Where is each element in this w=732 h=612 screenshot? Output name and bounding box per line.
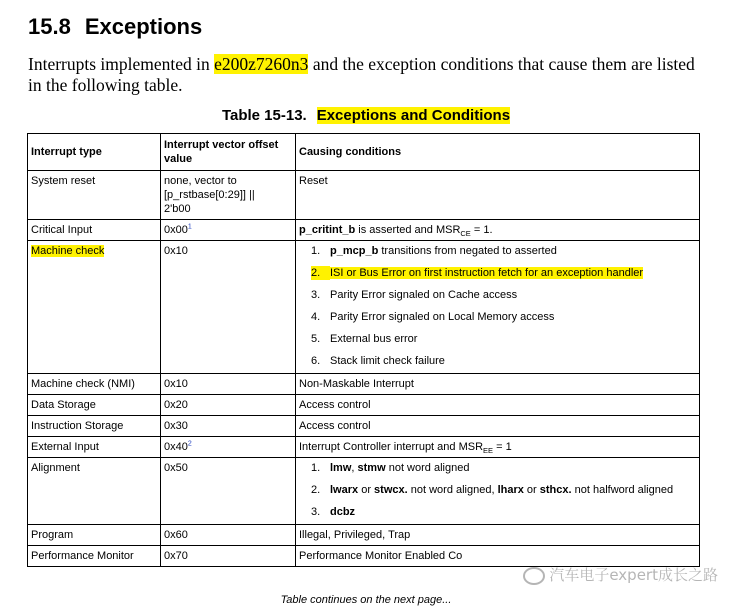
list-item-text: not word aligned,	[407, 484, 498, 496]
instruction-name: stmw	[357, 462, 386, 474]
condition-end: = 1.	[470, 224, 493, 236]
list-item-text: or	[358, 484, 375, 496]
table-row	[28, 220, 700, 241]
table-row	[28, 458, 700, 525]
cell-type: Machine check (NMI)	[28, 374, 161, 395]
list-item-text: transitions from negated to asserted	[378, 245, 557, 257]
table-row	[28, 416, 700, 437]
intro-after: and the exception conditions that cause them are listed in the following table.	[28, 54, 695, 95]
condition-end: = 1	[493, 441, 512, 453]
cell-vector: 0x70	[161, 546, 296, 567]
list-item-text: not word aligned	[385, 462, 470, 474]
watermark-text: 汽车电子expert成长之路	[549, 566, 718, 584]
list-number: 5.	[311, 333, 321, 345]
instruction-name: sthcx.	[539, 484, 572, 496]
header-interrupt-type: Interrupt type	[28, 134, 161, 171]
cell-type: Instruction Storage	[28, 416, 161, 437]
table-row	[28, 171, 700, 220]
cell-type: Critical Input	[28, 220, 161, 241]
cell-condition: Illegal, Privileged, Trap	[296, 525, 700, 546]
cell-type: External Input	[28, 437, 161, 458]
list-item	[311, 332, 696, 346]
list-text	[330, 266, 696, 280]
wechat-icon	[523, 567, 545, 585]
list-item	[311, 461, 696, 475]
list-item-text: not halfword aligned	[571, 484, 674, 496]
instruction-name: dcbz	[330, 506, 356, 518]
table-row	[28, 525, 700, 546]
exceptions-table	[27, 133, 700, 567]
cell-condition	[296, 220, 700, 241]
list-number: 1.	[311, 462, 321, 474]
msr-subscript: CE	[460, 229, 471, 239]
cell-condition	[296, 458, 700, 525]
list-text	[330, 505, 696, 519]
list-text: Parity Error signaled on Local Memory access	[330, 311, 555, 323]
intro-paragraph	[28, 54, 708, 96]
core-name-highlight: e200z7260n3	[214, 54, 309, 74]
watermark	[523, 564, 718, 585]
footnote-ref: 2	[187, 440, 192, 448]
cell-condition: Access control	[296, 395, 700, 416]
list-item	[311, 483, 696, 497]
cell-vector: 0x10	[161, 241, 296, 374]
highlighted-text: ISI or Bus Error on first instruction fetch for an exception handler	[330, 267, 644, 279]
table-caption	[0, 107, 732, 124]
instruction-name: stwcx.	[374, 484, 408, 496]
vector-line: 2'b00	[164, 203, 191, 215]
table-header-row	[28, 134, 700, 171]
table-row	[28, 395, 700, 416]
list-number: 2.	[311, 484, 321, 496]
section-number: 15.8	[28, 14, 71, 39]
list-item	[311, 266, 696, 280]
cell-type: System reset	[28, 171, 161, 220]
table-caption-title: Exceptions and Conditions	[316, 107, 511, 124]
cell-type	[28, 241, 161, 374]
list-number: 1.	[311, 245, 321, 257]
list-number: 4.	[311, 311, 321, 323]
list-item	[311, 288, 696, 302]
table-caption-number: Table 15-13.	[221, 107, 307, 124]
cell-type: Data Storage	[28, 395, 161, 416]
list-text	[330, 461, 696, 475]
section-title	[28, 14, 202, 40]
instruction-name: lharx	[497, 484, 524, 496]
list-item	[311, 354, 696, 368]
cell-condition: Reset	[296, 171, 700, 220]
list-text: Stack limit check failure	[330, 355, 445, 367]
list-number: 6.	[311, 355, 321, 367]
footnote-ref: 1	[187, 223, 192, 231]
instruction-name: lwarx	[330, 484, 359, 496]
cell-vector: 0x20	[161, 395, 296, 416]
list-number: 2.	[311, 266, 330, 280]
list-text	[330, 483, 696, 497]
list-text	[330, 244, 696, 258]
condition-list	[299, 461, 696, 519]
cell-condition	[296, 241, 700, 374]
cell-type: Performance Monitor	[28, 546, 161, 567]
cell-vector: 0x50	[161, 458, 296, 525]
table-continues-note: Table continues on the next page...	[280, 594, 452, 606]
list-text: Parity Error signaled on Cache access	[330, 289, 518, 301]
cell-vector: 0x30	[161, 416, 296, 437]
cell-vector: 0x10	[161, 374, 296, 395]
machine-check-highlight: Machine check	[31, 245, 105, 257]
condition-text: is asserted and MSR	[355, 224, 461, 236]
cell-vector: 0x60	[161, 525, 296, 546]
cell-condition: Non-Maskable Interrupt	[296, 374, 700, 395]
vector-value: 0x00	[164, 224, 188, 236]
list-item	[311, 310, 696, 324]
cell-vector	[161, 220, 296, 241]
signal-name: p_mcp_b	[330, 245, 379, 257]
instruction-name: lmw	[330, 462, 352, 474]
vector-line: none, vector to	[164, 175, 237, 187]
section-title-text: Exceptions	[84, 14, 203, 39]
cell-vector	[161, 171, 296, 220]
signal-name: p_critint_b	[299, 224, 356, 236]
cell-condition: Access control	[296, 416, 700, 437]
list-item-text: or	[523, 484, 540, 496]
cell-type: Alignment	[28, 458, 161, 525]
table-row	[28, 374, 700, 395]
cell-type: Program	[28, 525, 161, 546]
vector-line: [p_rstbase[0:29]] ||	[164, 189, 255, 201]
list-number: 3.	[311, 506, 321, 518]
header-vector-offset: Interrupt vector offset value	[161, 134, 296, 171]
table-row	[28, 241, 700, 374]
condition-list	[299, 244, 696, 368]
msr-subscript: EE	[483, 446, 494, 456]
separator: ,	[351, 462, 358, 474]
list-item	[311, 244, 696, 258]
list-item	[311, 505, 696, 519]
vector-value: 0x40	[164, 441, 188, 453]
header-causing-conditions: Causing conditions	[296, 134, 700, 171]
table-row	[28, 437, 700, 458]
condition-text: Interrupt Controller interrupt and MSR	[299, 441, 484, 453]
list-number: 3.	[311, 289, 321, 301]
intro-before: Interrupts implemented in	[28, 54, 215, 74]
list-text: External bus error	[330, 333, 418, 345]
cell-condition: Performance Monitor Enabled Co	[296, 546, 700, 567]
cell-condition	[296, 437, 700, 458]
cell-vector	[161, 437, 296, 458]
